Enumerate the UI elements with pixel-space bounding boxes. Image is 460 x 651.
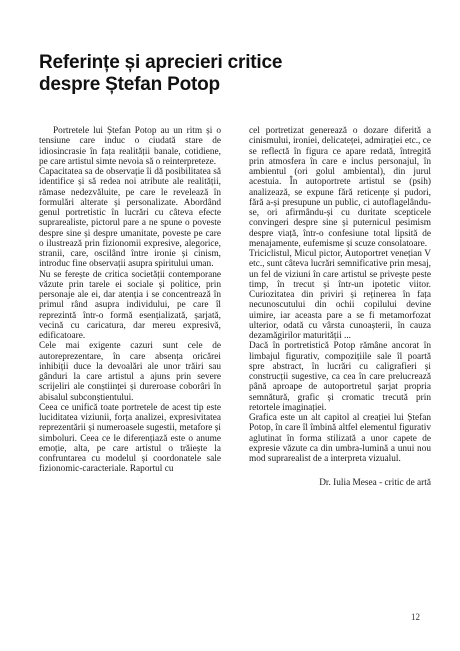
right-text-column — [249, 126, 431, 489]
paragraph: Capacitatea sa de observație îi dă posibilitatea să identifice și să redea noi atribute ale realității, rămase nedezvăluite, pe care le revelează în formulări alterate și personalizate. Abordând genul portretistic în lucrări cu câteva efecte suprarealiste, pictorul pare a ne spune o poveste despre sine și despre umanitate, poveste pe care o ilustrează prin fizionomii expresive, alegorice, stranii, care, oscilând între ironie și cinism, introduc fine observații asupra spiritului uman. — [39, 167, 221, 270]
paragraph: Ceea ce unifică toate portretele de acest tip este luciditatea viziunii, forța analizei, expresivitatea reprezentării și numeroasele sugestii, metafore și simboluri. Ceea ce le diferențiază este o anume emoție, alta, pe care artistul o trăiește la confruntarea cu modelul și coordonatele sale fizionomic-caracteriale. Raportul cu — [39, 402, 221, 475]
paragraph: Nu se ferește de critica societății contemporane văzute prin tarele ei sociale și politice, prin personaje ale ei, dar atenția i se concentrează în primul rând asupra individului, pe care îl reprezintă într-o formă esențializată, șarjată, vecină cu caricatura, dar mereu expresivă, edificatoare. — [39, 269, 221, 341]
paragraph: Dacă în portretistică Potop rămâne ancorat în limbajul figurativ, compozițiile sale îl poartă spre abstract, în lucrări cu caligrafieri și construcții sugestive, ca cea în care prelucrează până aproape de autoportretul șarjat propria semnătură, grafic și cromatic trecută prin retortele imaginației. — [249, 341, 431, 413]
paragraph: Grafica este un alt capitol al creației lui Ștefan Potop, în care îl îmbină altfel elementul figurativ aglutinat în forma stilizată a unor capete de expresie văzute ca din umbra-lumină a unui nou mod suprarealist de a interpreta vizualul. — [249, 413, 431, 464]
left-text-column — [39, 126, 221, 475]
article-title-line-2: despre Ștefan Potop — [39, 74, 220, 95]
page-number: 12 — [411, 612, 420, 622]
article-title — [39, 52, 419, 96]
paragraph: Triciclistul, Micul pictor, Autoportret venețian V etc., sunt câteva lucrări semnificative prin mesaj, un fel de viziuni în care artistul se privește peste timp, în trecut și într-un ipotetic viitor. Curiozitatea din priviri și reținerea în fața necunoscutului din ochii copilului devine uimire, iar aceasta pare a se fi metamorfozat ulterior, odată cu vârsta cunoașterii, în cauza dezamăgirilor maturității ... — [249, 249, 431, 341]
article-title-line-1: Referințe și aprecieri critice — [39, 52, 283, 73]
paragraph: Portretele lui Ștefan Potop au un ritm și o tensiune care induc o ciudată stare de idiosincrasie în fața realității banale, cotidiene, pe care artistul simte nevoia să o reinterpreteze. — [39, 126, 221, 167]
author-signature: Dr. Iulia Mesea - critic de artă — [319, 478, 431, 489]
paragraph: Cele mai exigente cazuri sunt cele de autoreprezentare, în care absența oricărei inhibiții duce la devoalări ale unor trăiri sau gânduri la care artistul a ajuns prin severe scrijeliri ale conștiinței și dureroase coborâri în abisalul subconștientului. — [39, 341, 221, 403]
paragraph: cel portretizat generează o dozare diferită a cinismului, ironiei, delicateței, admirației etc., ce se reflectă în figura ce apare redată, întregită prin atmosfera în care e inclus personajul, în ambientul (ori golul ambiental), din jurul acestuia. În autoportrete artistul se (psih) analizează, se expune fără reticențe și pudori, fără a-și presupune un public, ci autoflagelându-se, ori afirmându-și cu duritate scepticele convingeri despre sine și puternicul pesimism despre viață, într-o confesiune total lipsită de menajamente, eufemisme și scuze consolatoare. — [249, 126, 431, 249]
